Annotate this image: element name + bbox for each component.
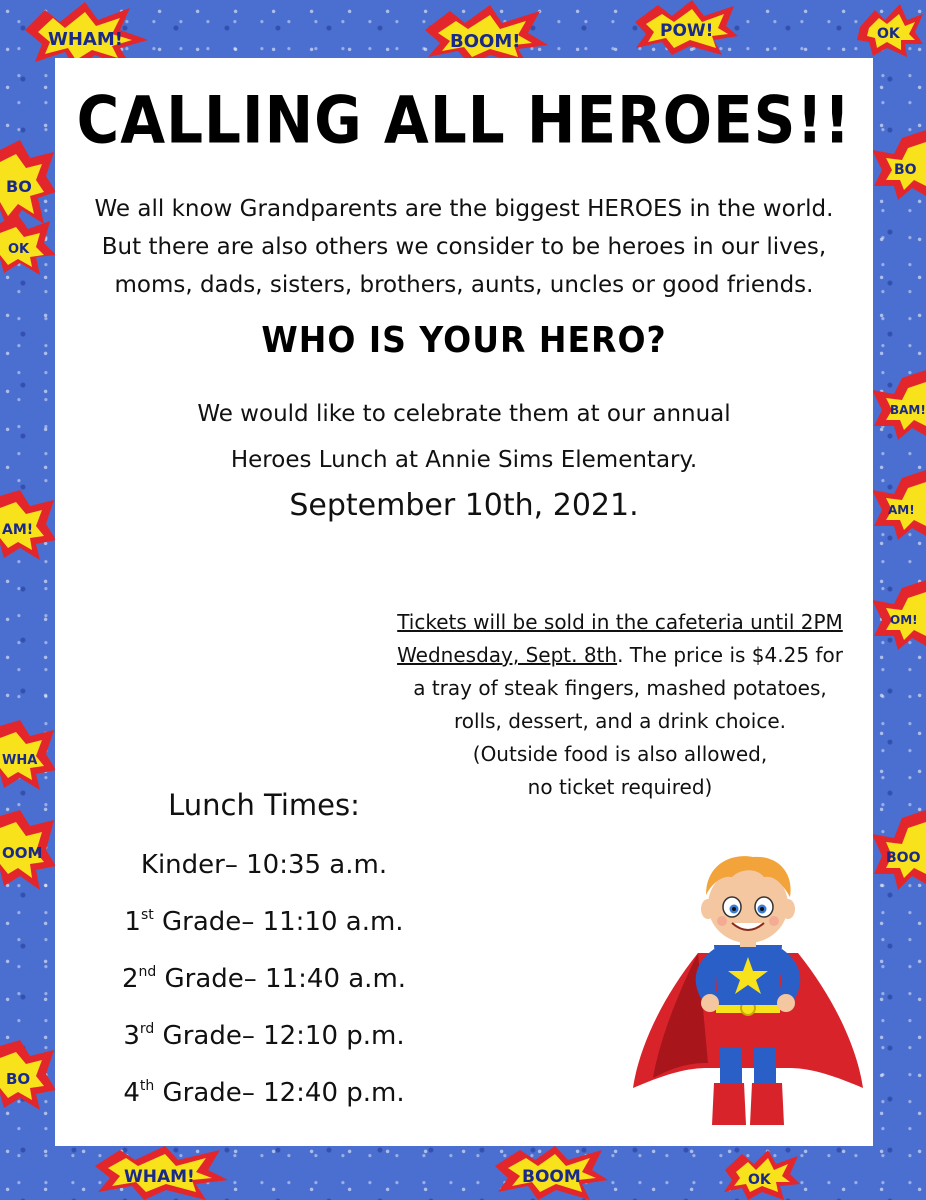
flyer-subtitle: WHO IS YOUR HERO? xyxy=(261,318,667,361)
svg-text:OK: OK xyxy=(748,1172,771,1188)
comic-burst-icon xyxy=(872,370,926,440)
comic-burst-icon xyxy=(720,1150,800,1200)
lunch-time-row: 1st Grade– 11:10 a.m. xyxy=(124,907,404,937)
svg-text:AM!: AM! xyxy=(888,503,915,517)
comic-burst-icon xyxy=(0,215,56,275)
comic-burst-icon xyxy=(0,810,56,890)
lunch-time-row: 3rd Grade– 12:10 p.m. xyxy=(123,1021,405,1051)
svg-text:AM!: AM! xyxy=(2,522,34,538)
svg-text:OK: OK xyxy=(877,26,900,42)
svg-text:BOOM: BOOM xyxy=(522,1167,581,1187)
comic-burst-icon xyxy=(872,580,926,650)
lunch-times-heading: Lunch Times: xyxy=(168,788,360,822)
svg-text:POW!: POW! xyxy=(660,21,714,41)
ticket-note-line: no ticket required) xyxy=(527,775,713,799)
comic-burst-icon xyxy=(90,1146,230,1200)
flyer-panel xyxy=(55,58,873,1146)
comic-burst-icon xyxy=(855,2,925,57)
comic-burst-icon xyxy=(872,810,926,890)
comic-burst-icon xyxy=(420,5,550,65)
ticket-price: . The price is $4.25 for xyxy=(617,643,843,667)
svg-text:BO: BO xyxy=(6,1070,31,1088)
svg-text:OOM: OOM xyxy=(2,844,43,862)
ticket-deadline-date: Wednesday, Sept. 8th xyxy=(397,643,618,667)
svg-text:WHAM!: WHAM! xyxy=(48,29,123,50)
ticket-info xyxy=(375,606,865,804)
comic-burst-icon xyxy=(490,1146,610,1200)
comic-burst-icon xyxy=(0,720,56,790)
svg-text:BO: BO xyxy=(894,162,917,178)
intro-paragraph xyxy=(55,190,873,304)
intro-line: But there are also others we consider to be heroes in our lives, xyxy=(101,234,827,260)
intro-line: moms, dads, sisters, brothers, aunts, uncles or good friends. xyxy=(114,272,814,298)
comic-burst-icon xyxy=(630,0,740,55)
svg-text:OM!: OM! xyxy=(890,613,918,627)
lunch-time-row: 4th Grade– 12:40 p.m. xyxy=(123,1078,405,1108)
ticket-note-line: (Outside food is also allowed, xyxy=(472,742,768,766)
comic-burst-icon xyxy=(872,470,926,540)
lunch-times xyxy=(55,788,473,1122)
svg-text:BO: BO xyxy=(6,177,32,196)
svg-text:WHA: WHA xyxy=(2,753,38,768)
event-date: September 10th, 2021. xyxy=(289,488,639,523)
flyer-title: CALLING ALL HEROES!! xyxy=(76,81,852,159)
superhero-boy-icon xyxy=(628,853,868,1133)
lunch-time-row: Kinder– 10:35 a.m. xyxy=(140,850,388,880)
svg-text:WHAM!: WHAM! xyxy=(124,1167,195,1187)
lunch-time-row: 2nd Grade– 11:40 a.m. xyxy=(121,964,407,994)
comic-burst-icon xyxy=(0,1040,56,1110)
intro-line: We all know Grandparents are the biggest HEROES in the world. xyxy=(94,196,834,222)
comic-burst-icon xyxy=(0,490,56,560)
celebrate-line: Heroes Lunch at Annie Sims Elementary. xyxy=(230,447,698,473)
svg-text:BOOM!: BOOM! xyxy=(450,31,521,52)
ticket-menu-line: a tray of steak fingers, mashed potatoes, xyxy=(413,676,827,700)
comic-burst-icon xyxy=(872,130,926,200)
svg-text:BOO: BOO xyxy=(886,850,921,866)
celebrate-paragraph xyxy=(55,391,873,483)
svg-text:BAM!: BAM! xyxy=(890,403,926,417)
ticket-menu-line: rolls, dessert, and a drink choice. xyxy=(453,709,786,733)
ticket-deadline: Tickets will be sold in the cafeteria until 2PM xyxy=(397,610,843,634)
celebrate-line: We would like to celebrate them at our annual xyxy=(197,401,731,427)
svg-text:OK: OK xyxy=(8,242,30,257)
